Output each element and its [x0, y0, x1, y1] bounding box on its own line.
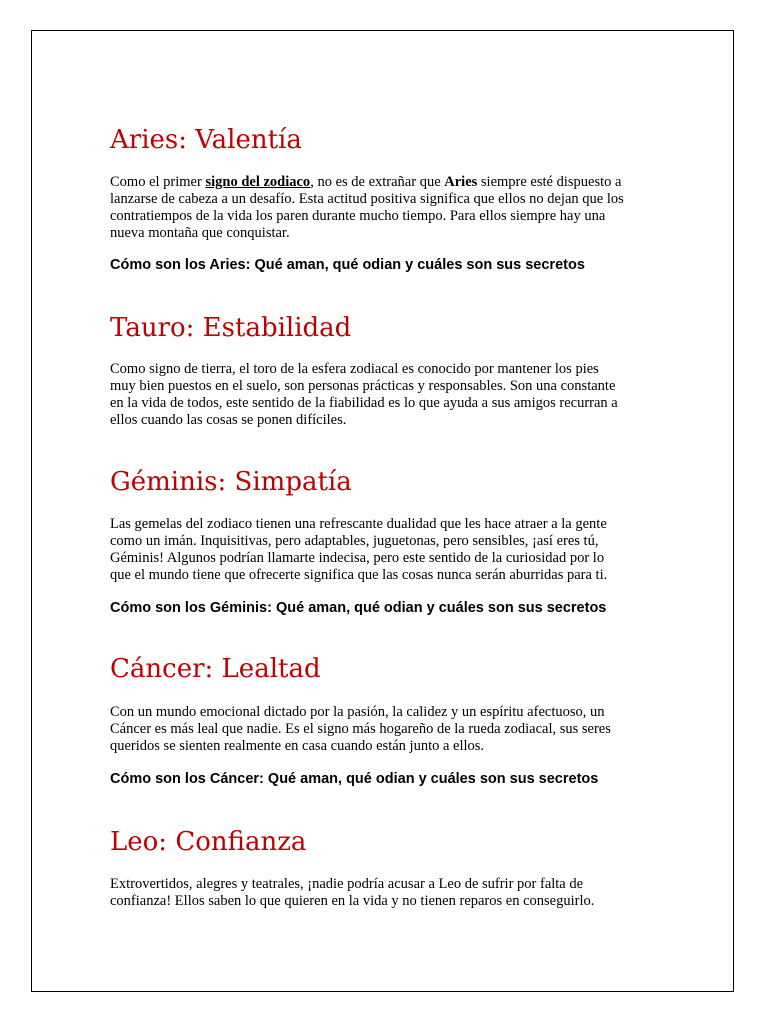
- paragraph-line: Géminis! Algunos podrían llamarte indecisa, pero este sentido de la curiosidad por lo: [110, 550, 605, 566]
- paragraph-geminis: [110, 516, 670, 584]
- paragraph-line: contratiempos de la vida los paren durante mucho tiempo. Para ellos siempre hay una: [110, 208, 606, 224]
- document-page: [31, 30, 734, 992]
- heading-geminis: Géminis: Simpatía: [110, 467, 352, 497]
- heading-leo: Leo: Confianza: [110, 827, 307, 857]
- paragraph-aries: [110, 174, 670, 242]
- paragraph-line: lanzarse de cabeza a un desafío. Esta actitud positiva significa que ellos no dejan que los: [110, 191, 624, 207]
- heading-aries: Aries: Valentía: [110, 125, 302, 155]
- paragraph-line: como un imán. Inquisitivas, pero adaptables, juguetonas, pero sensibles, ¡así eres tú,: [110, 533, 599, 549]
- paragraph-line: Con un mundo emocional dictado por la pasión, la calidez y un espíritu afectuoso, un: [110, 704, 605, 720]
- geminis-article-link[interactable]: Cómo son los Géminis: Qué aman, qué odian y cuáles son sus secretos: [110, 600, 607, 616]
- paragraph-line: ellos cuando las cosas se ponen difíciles.: [110, 412, 347, 428]
- paragraph-line: en la vida de todos, este sentido de la fiabilidad es lo que ayuda a sus amigos recurran a: [110, 395, 618, 411]
- paragraph-line: muy bien puestos en el suelo, son personas prácticas y responsables. Son una constante: [110, 378, 616, 394]
- paragraph-line: que el mundo tiene que ofrecerte significa que las cosas nunca serán aburridas para ti.: [110, 567, 608, 583]
- paragraph-leo: [110, 876, 670, 910]
- paragraph-cancer: [110, 704, 670, 755]
- aries-article-link[interactable]: Cómo son los Aries: Qué aman, qué odian y cuáles son sus secretos: [110, 257, 585, 273]
- paragraph-line: Las gemelas del zodiaco tienen una refrescante dualidad que les hace atraer a la gente: [110, 516, 607, 532]
- aries-bold-text: Aries: [444, 174, 478, 190]
- paragraph-line: confianza! Ellos saben lo que quieren en la vida y no tienen reparos en conseguirlo.: [110, 893, 595, 909]
- cancer-article-link[interactable]: Cómo son los Cáncer: Qué aman, qué odian y cuáles son sus secretos: [110, 771, 599, 787]
- paragraph-line: queridos se sienten realmente en casa cuando están junto a ellos.: [110, 738, 485, 754]
- paragraph-line: nueva montaña que conquistar.: [110, 225, 290, 241]
- zodiac-sign-link[interactable]: signo del zodiaco: [205, 174, 311, 190]
- heading-cancer: Cáncer: Lealtad: [110, 654, 321, 684]
- paragraph-line: Como el primer signo del zodiaco, no es de extrañar que Aries siempre esté dispuesto a: [110, 174, 622, 190]
- heading-tauro: Tauro: Estabilidad: [110, 313, 352, 343]
- paragraph-line: Extrovertidos, alegres y teatrales, ¡nadie podría acusar a Leo de sufrir por falta de: [110, 876, 584, 892]
- paragraph-line: Cáncer es más leal que nadie. Es el signo más hogareño de la rueda zodiacal, sus seres: [110, 721, 611, 737]
- paragraph-tauro: [110, 361, 670, 429]
- paragraph-line: Como signo de tierra, el toro de la esfera zodiacal es conocido por mantener los pies: [110, 361, 599, 377]
